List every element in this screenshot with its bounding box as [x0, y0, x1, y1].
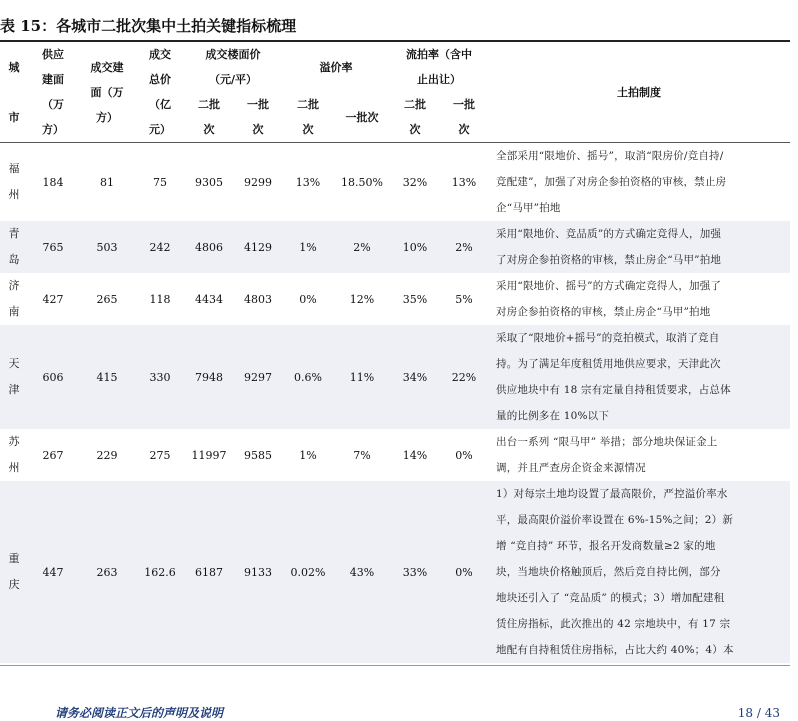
cell-floor-batch1: 9585	[244, 448, 272, 462]
header-system: 土拍制度	[488, 42, 790, 143]
table-row	[0, 221, 790, 273]
table-row	[0, 143, 790, 222]
cell-supply: 267	[42, 448, 64, 462]
cell-supply: 606	[28, 325, 78, 429]
cell-floor-batch1: 9297	[234, 325, 282, 429]
cell-floor-batch2: 11997	[191, 448, 227, 462]
city-name: 苏 州	[8, 435, 20, 474]
header-floor-batch1: 一批 次	[234, 92, 282, 143]
cell-prem-batch2: 0.6%	[282, 325, 334, 429]
table-row	[0, 325, 790, 429]
cell-fail-batch2: 10%	[390, 221, 440, 273]
cell-supply: 765	[28, 221, 78, 273]
cell-floor-batch1: 9299	[244, 175, 272, 189]
city-name: 济 南	[8, 279, 20, 318]
header-fail-batch2: 二批 次	[390, 92, 440, 143]
header-deal-total: 成交 总价 （亿 元）	[136, 42, 184, 143]
cell-fail-batch2: 33%	[390, 481, 440, 663]
table-title: 表 15：各城市二批次集中土拍关键指标梳理	[0, 17, 297, 35]
header-fail-rate: 流拍率（含中 止出让）	[406, 48, 472, 86]
cell-deal-total: 75	[153, 175, 167, 189]
cell-deal-total: 275	[149, 448, 171, 462]
cell-system: 全部采用“限地价、摇号”，取消“限房价/竞自持/ 竞配建”，加强了对房企参拍资格的审核，禁止房 企“马甲”拍地	[496, 150, 727, 214]
cell-fail-batch2: 32%	[402, 175, 428, 189]
cell-prem-batch2: 13%	[295, 175, 321, 189]
cell-deal-total: 162.6	[136, 481, 184, 663]
table-row	[0, 273, 790, 325]
bottom-rule	[0, 665, 790, 666]
land-auction-table	[0, 42, 790, 663]
cell-fail-batch2: 14%	[402, 448, 428, 462]
cell-floor-batch1: 4803	[244, 292, 272, 306]
cell-floor-batch1: 4129	[234, 221, 282, 273]
cell-prem-batch2: 0.02%	[282, 481, 334, 663]
page-number: 18 / 43	[737, 706, 780, 720]
cell-supply: 447	[28, 481, 78, 663]
cell-prem-batch2: 1%	[299, 448, 317, 462]
cell-floor-batch2: 4806	[184, 221, 234, 273]
cell-deal-total: 242	[136, 221, 184, 273]
cell-supply: 184	[42, 175, 64, 189]
cell-prem-batch2: 1%	[282, 221, 334, 273]
cell-prem-batch1: 11%	[334, 325, 390, 429]
city-name: 青 岛	[0, 221, 28, 273]
cell-deal-total: 118	[149, 292, 171, 306]
cell-floor-batch1: 9133	[234, 481, 282, 663]
cell-prem-batch1: 2%	[334, 221, 390, 273]
cell-deal-area: 229	[96, 448, 118, 462]
header-floor-price: 成交楼面价 （元/平）	[205, 48, 261, 86]
cell-deal-area: 503	[78, 221, 136, 273]
header-fail-batch1: 一批 次	[440, 92, 488, 143]
cell-deal-area: 415	[78, 325, 136, 429]
table-row	[0, 481, 790, 663]
header-floor-batch2: 二批 次	[184, 92, 234, 143]
cell-floor-batch2: 6187	[184, 481, 234, 663]
cell-prem-batch1: 12%	[349, 292, 375, 306]
cell-deal-area: 263	[78, 481, 136, 663]
table-row	[0, 429, 790, 481]
cell-floor-batch2: 4434	[195, 292, 223, 306]
cell-floor-batch2: 7948	[184, 325, 234, 429]
cell-fail-batch1: 0%	[440, 481, 488, 663]
header-deal-area: 成交建 面（万 方）	[78, 42, 136, 143]
cell-prem-batch2: 0%	[299, 292, 317, 306]
cell-floor-batch2: 9305	[195, 175, 223, 189]
cell-supply: 427	[42, 292, 64, 306]
cell-deal-total: 330	[136, 325, 184, 429]
header-premium: 溢价率	[319, 60, 353, 74]
cell-system: 采用“限地价、竞品质”的方式确定竞得人，加强 了对房企参拍资格的审核，禁止房企“马甲”拍地	[488, 221, 790, 273]
cell-fail-batch1: 13%	[451, 175, 477, 189]
cell-fail-batch1: 0%	[455, 448, 473, 462]
city-name: 天 津	[0, 325, 28, 429]
table-header	[0, 42, 790, 143]
cell-fail-batch1: 5%	[455, 292, 473, 306]
header-supply: 供应 建面 （万 方）	[28, 42, 78, 143]
city-name: 福 州	[8, 162, 20, 201]
cell-fail-batch1: 2%	[440, 221, 488, 273]
cell-deal-area: 81	[100, 175, 114, 189]
cell-prem-batch1: 43%	[334, 481, 390, 663]
cell-system: 1）对每宗土地均设置了最高限价，严控溢价率水 平，最高限价溢价率设置在 6%-15%之间；2）新 增 “竞自持” 环节，报名开发商数量≥2 家的地 块，当地块价格触顶后，然后竞自持比例，部分 地块还引入了 “竞品质” 的模式；3）增加配建租 赁住房指标，此次推出的 42 宗地块中，有 17 宗 地配有自持租赁住房指标，占比大约 40%；4）本	[488, 481, 790, 663]
header-city: 城 市	[0, 42, 28, 143]
city-name: 重 庆	[0, 481, 28, 663]
cell-fail-batch1: 22%	[440, 325, 488, 429]
cell-system: 出台一系列 “限马甲” 举措；部分地块保证金上 调，并且严查房企资金来源情况	[496, 436, 718, 474]
cell-system: 采取了“限地价+摇号”的竞拍模式，取消了竞自 持。为了满足年度租赁用地供应要求，天津此次 供应地块中有 18 宗有定量自持租赁要求，占总体 量的比例多在 10%以下	[488, 325, 790, 429]
cell-prem-batch1: 18.50%	[341, 175, 383, 189]
disclaimer-footer: 请务必阅读正文后的声明及说明	[55, 706, 224, 720]
cell-deal-area: 265	[96, 292, 118, 306]
header-prem-batch2: 二批 次	[282, 92, 334, 143]
cell-fail-batch2: 35%	[402, 292, 428, 306]
header-prem-batch1: 一批次	[334, 92, 390, 143]
cell-system: 采用“限地价、摇号”的方式确定竞得人，加强了 对房企参拍资格的审核，禁止房企“马甲”拍地	[496, 280, 722, 318]
cell-fail-batch2: 34%	[390, 325, 440, 429]
cell-prem-batch1: 7%	[353, 448, 371, 462]
